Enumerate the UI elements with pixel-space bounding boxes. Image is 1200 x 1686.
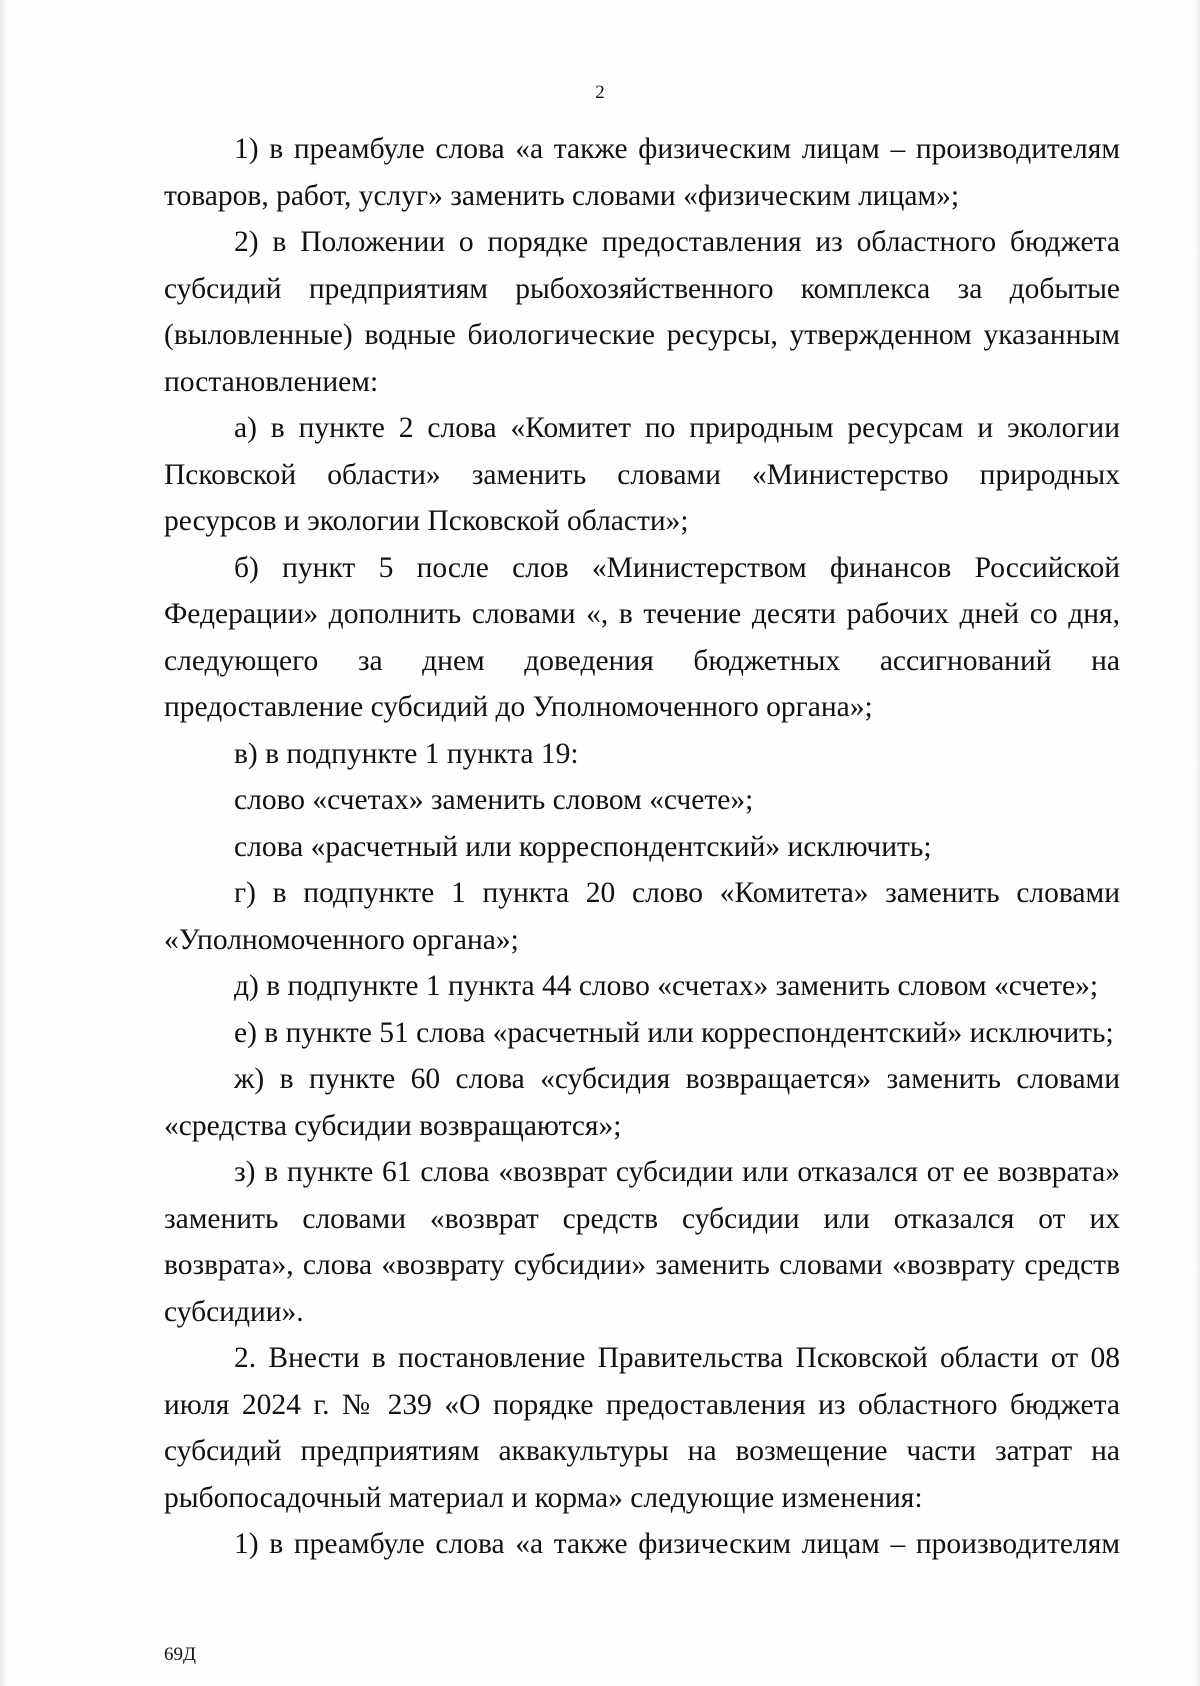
paragraph-item-v-words: слова «расчетный или корреспондентский» исключить; <box>234 830 932 863</box>
document-code: 69Д <box>164 1644 196 1665</box>
document-body <box>164 126 1120 1568</box>
paragraph-item-v: в) в подпункте 1 пункта 19: <box>234 737 579 770</box>
paragraph-section-2: 2. Внести в постановление Правительства Псковской области от 08 июля 2024 г. № 239 «О порядке предоставления из областного бюджета субсидий предприятиям аквакультуры на возмещение части затрат на рыбопосадочный материал и корма» следующие изменения: <box>164 1342 1120 1514</box>
paragraph-item-b: б) пункт 5 после слов «Министерством финансов Российской Федерации» дополнить словами «, в течение десяти рабочих дней со дня, следующего за днем доведения бюджетных ассигнований на предоставление субсидий до Уполномоченного органа»; <box>164 551 1120 723</box>
paragraph-item-z: з) в пункте 61 слова «возврат субсидии или отказался от ее возврата» заменить словами «возврат средств субсидии или отказался от их возврата», слова «возврату субсидии» заменить словами «возврату средств субсидии». <box>164 1156 1120 1328</box>
scan-edge-left <box>0 0 6 1686</box>
paragraph-item-a: а) в пункте 2 слова «Комитет по природным ресурсам и экологии Псковской области» заменить словами «Министерство природных ресурсов и экологии Псковской области»; <box>164 412 1120 537</box>
paragraph-item-d: д) в подпункте 1 пункта 44 слово «счетах» заменить словом «счете»; <box>234 970 1099 1002</box>
paragraph-regulation-2: 2) в Положении о порядке предоставления из областного бюджета субсидий предприятиям рыбохозяйственного комплекса за добытые (выловленные) водные биологические ресурсы, утвержденном указанным постановлением: <box>164 226 1120 398</box>
page-number: 2 <box>595 82 605 103</box>
paragraph-preamble-continued: 1) в преамбуле слова «а также физическим лицам – производителям <box>234 1528 1120 1560</box>
paragraph-preamble-1: 1) в преамбуле слова «а также физическим лицам – производителям товаров, работ, услуг» заменить словами «физическим лицам»; <box>164 133 1120 212</box>
paragraph-item-g: г) в подпункте 1 пункта 20 слово «Комитета» заменить словами «Уполномоченного органа»; <box>164 877 1120 956</box>
scan-edge-right <box>1195 0 1200 1686</box>
paragraph-item-e: е) в пункте 51 слова «расчетный или корреспондентский» исключить; <box>234 1016 1114 1049</box>
paragraph-item-v-word: слово «счетах» заменить словом «счете»; <box>234 784 754 816</box>
paragraph-item-zh: ж) в пункте 60 слова «субсидия возвращается» заменить словами «средства субсидии возвращаются»; <box>164 1063 1120 1142</box>
